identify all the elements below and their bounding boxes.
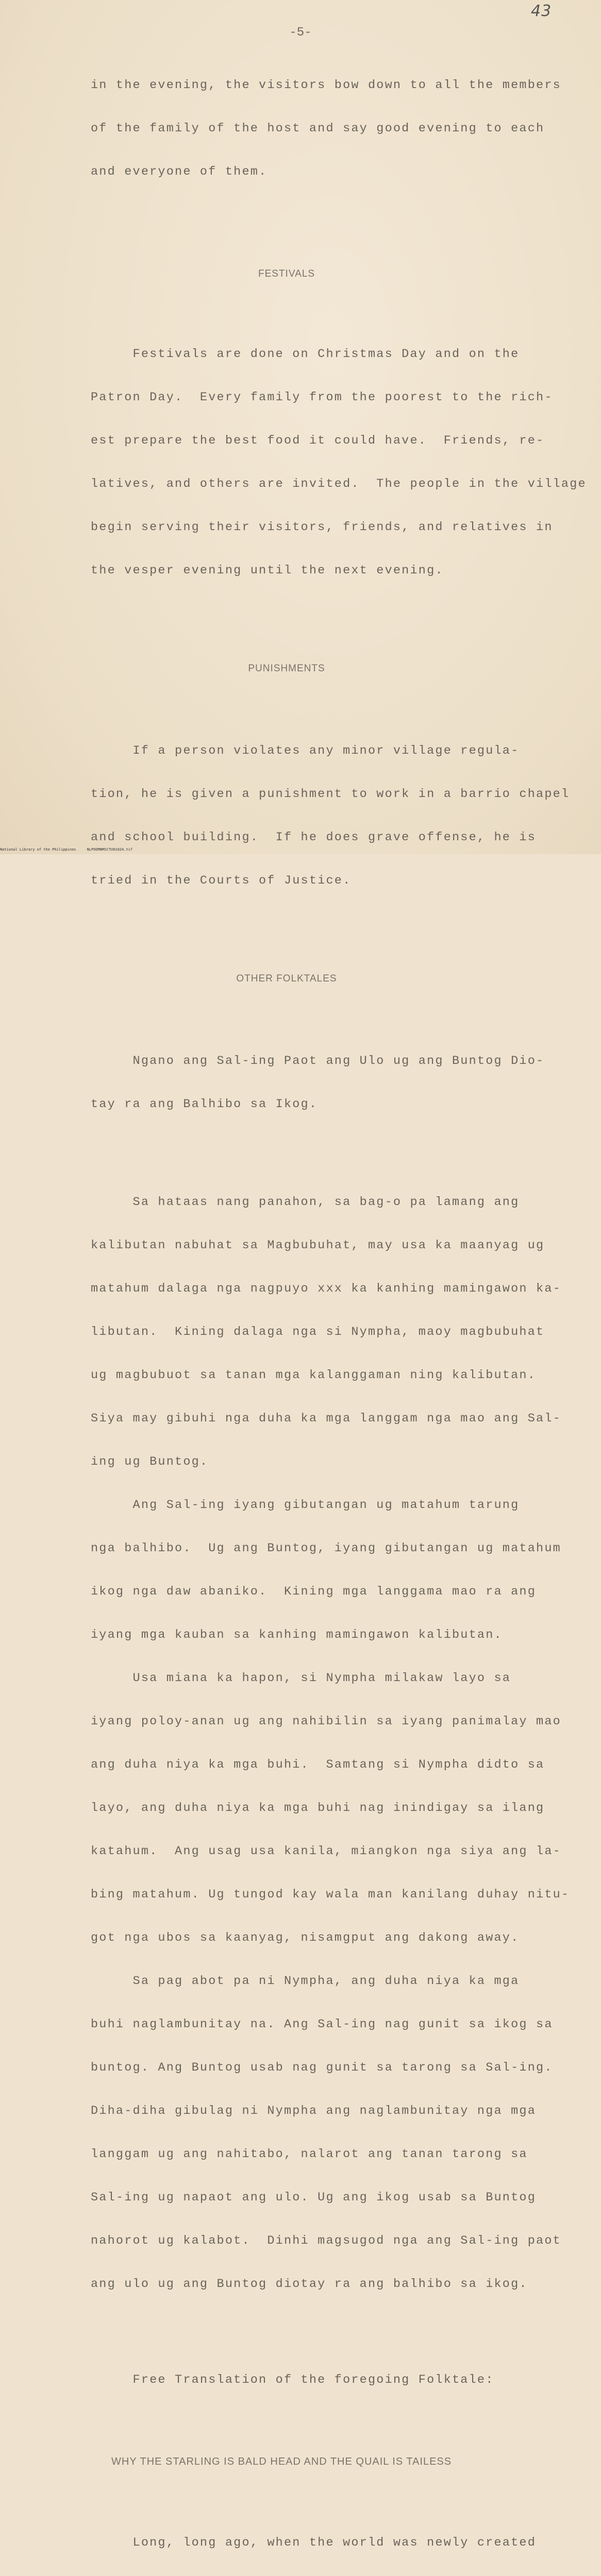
text-line: tried in the Courts of Justice. — [91, 874, 352, 888]
text-line: matahum dalaga nga nagpuyo xxx ka kanhing mamingawon ka- — [91, 1282, 561, 1296]
text-line: ang duha niya ka mga buhi. Samtang si Nympha didto sa — [91, 1758, 545, 1772]
text-line: buhi naglambunitay na. Ang Sal-ing nag gunit sa ikog sa — [91, 2018, 553, 2031]
document-body — [91, 49, 587, 2576]
section-heading-punishments: PUNISHMENTS — [248, 663, 325, 674]
section-heading-other-folktales: OTHER FOLKTALES — [236, 973, 337, 984]
text-line: latives, and others are invited. The people in the village — [91, 477, 587, 491]
text-line: buntog. Ang Buntog usab nag gunit sa tarong sa Sal-ing. — [91, 2061, 553, 2075]
folio-number: 43 — [531, 2, 552, 20]
text-line: Patron Day. Every family from the poorest to the rich- — [91, 391, 553, 404]
text-line: iyang mga kauban sa kanhing mamingawon kalibutan. — [91, 1628, 503, 1642]
text-line: Sa pag abot pa ni Nympha, ang duha niya ka mga — [91, 1974, 520, 1988]
translation-intro: Free Translation of the foregoing Folktale: — [91, 2373, 494, 2387]
text-line: in the evening, the visitors bow down to all the members — [91, 78, 561, 92]
text-line: of the family of the host and say good evening to each — [91, 122, 545, 135]
text-line: and school building. If he does grave offense, he is — [91, 831, 537, 844]
section-heading-festivals: FESTIVALS — [258, 268, 315, 279]
text-line: Long, long ago, when the world was newly created — [91, 2536, 537, 2550]
archive-footer: National Library of the Philippines NLPOOMNMSCTU01024.tif — [0, 848, 133, 852]
text-line: If a person violates any minor village regula- — [91, 744, 520, 758]
text-line: ikog nga daw abaniko. Kining mga langgama mao ra ang — [91, 1585, 537, 1599]
text-line: katahum. Ang usag usa kanila, miangkon nga siya ang la- — [91, 1844, 561, 1858]
text-line: nga balhibo. Ug ang Buntog, iyang gibutangan ug matahum — [91, 1541, 561, 1555]
text-line: est prepare the best food it could have. Friends, re- — [91, 434, 545, 448]
text-line: ang ulo ug ang Buntog diotay ra ang balhibo sa ikog. — [91, 2277, 528, 2291]
text-line: layo, ang duha niya ka mga buhi nag inindigay sa ilang — [91, 1801, 545, 1815]
page-number: -5- — [289, 26, 312, 40]
text-line: and everyone of them. — [91, 165, 268, 179]
folktale-title-line: Ngano ang Sal-ing Paot ang Ulo ug ang Buntog Dio- — [91, 1054, 545, 1068]
text-line: tion, he is given a punishment to work in a barrio chapel — [91, 787, 570, 801]
text-line: Ang Sal-ing iyang gibutangan ug matahum tarung — [91, 1498, 520, 1512]
text-line: Siya may gibuhi nga duha ka mga langgam nga mao ang Sal- — [91, 1412, 561, 1426]
text-line: langgam ug ang nahitabo, nalarot ang tanan tarong sa — [91, 2147, 528, 2161]
text-line: Festivals are done on Christmas Day and on the — [91, 347, 520, 361]
text-line: libutan. Kining dalaga nga si Nympha, maoy magbubuhat — [91, 1325, 545, 1339]
folktale-title-line: tay ra ang Balhibo sa Ikog. — [91, 1097, 318, 1111]
text-line: Sal-ing ug napaot ang ulo. Ug ang ikog usab sa Buntog — [91, 2191, 537, 2205]
translation-heading: WHY THE STARLING IS BALD HEAD AND THE QUAIL IS TAILESS — [111, 2456, 452, 2467]
text-line: nahorot ug kalabot. Dinhi magsugod nga ang Sal-ing paot — [91, 2234, 561, 2248]
text-line: Sa hataas nang panahon, sa bag-o pa lamang ang — [91, 1195, 520, 1209]
text-line: got nga ubos sa kaanyag, nisamgput ang dakong away. — [91, 1931, 520, 1945]
text-line: the vesper evening until the next evening. — [91, 564, 444, 578]
text-line: ing ug Buntog. — [91, 1455, 209, 1469]
text-line: begin serving their visitors, friends, and relatives in — [91, 520, 553, 534]
text-line: bing matahum. Ug tungod kay wala man kanilang duhay nitu- — [91, 1888, 570, 1902]
text-line: kalibutan nabuhat sa Magbubuhat, may usa ka maanyag ug — [91, 1239, 545, 1252]
text-line: ug magbubuot sa tanan mga kalanggaman ning kalibutan. — [91, 1368, 537, 1382]
text-line: Usa miana ka hapon, si Nympha milakaw layo sa — [91, 1671, 511, 1685]
text-line: Diha-diha gibulag ni Nympha ang naglambunitay nga mga — [91, 2104, 537, 2118]
text-line: iyang poloy-anan ug ang nahibilin sa iyang panimalay mao — [91, 1715, 561, 1728]
